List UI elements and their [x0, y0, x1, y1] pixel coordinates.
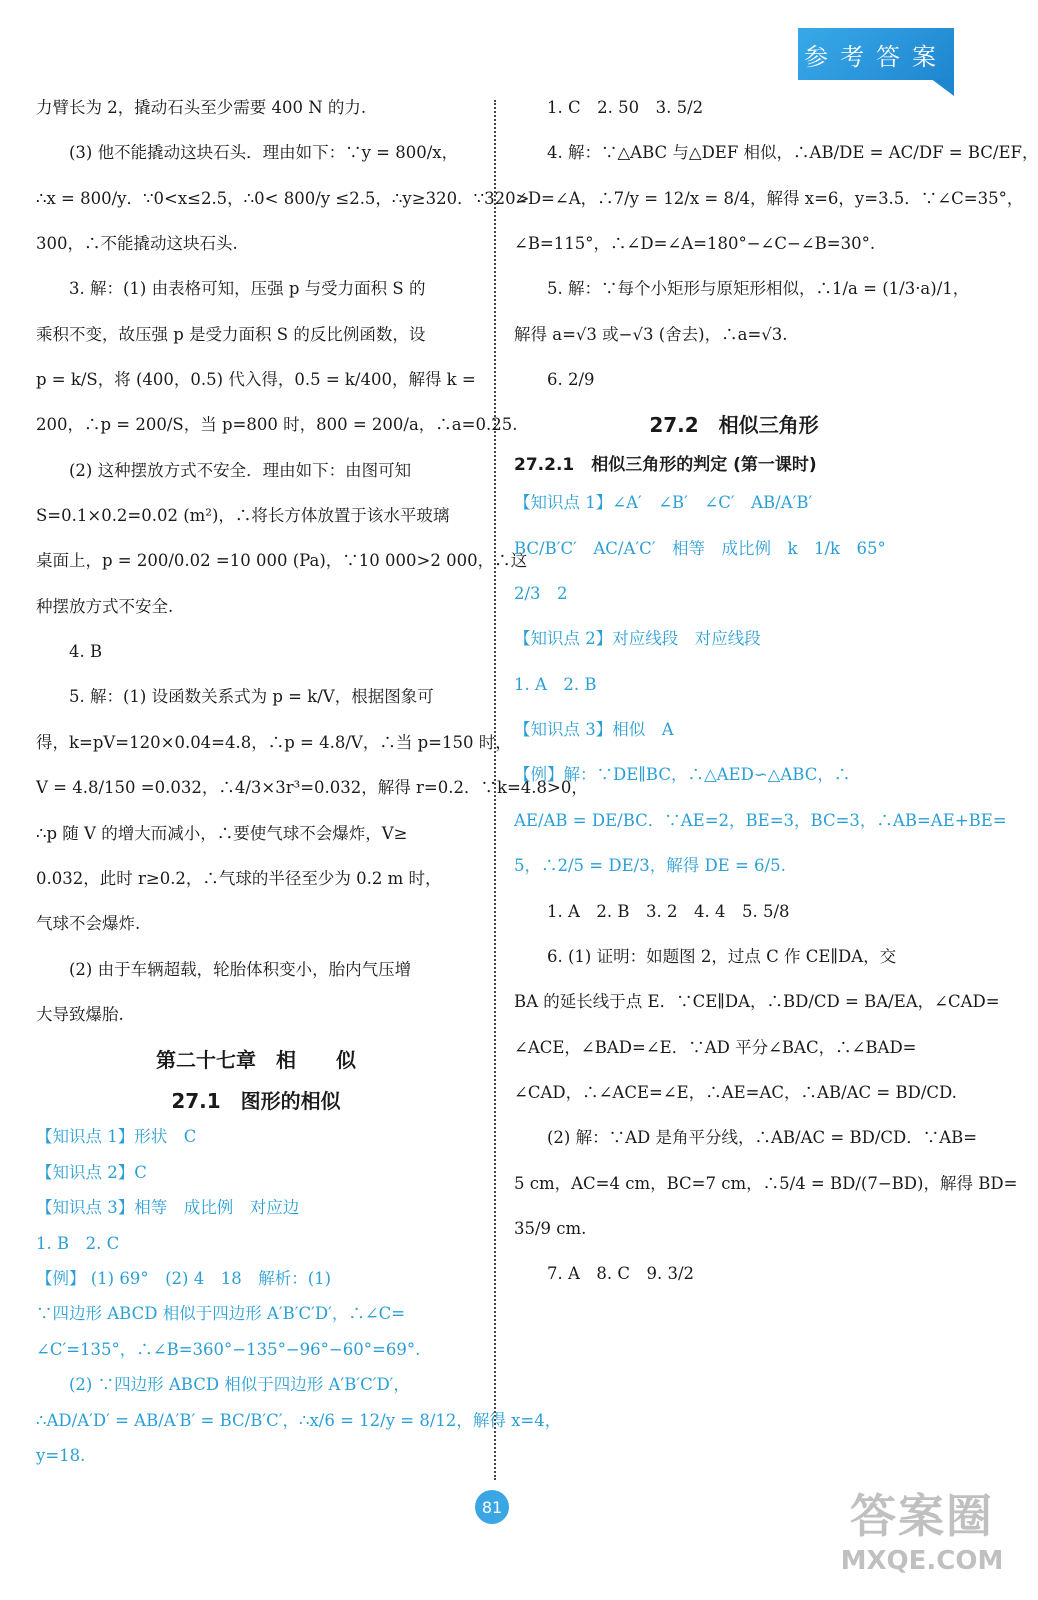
- text-line: 300，∴不能撬动这块石头.: [36, 234, 238, 254]
- text-line: 气球不会爆炸.: [36, 914, 141, 934]
- text-line: ∠CAD，∴∠ACE=∠E，∴AE=AC，∴AB/AC = BD/CD.: [514, 1082, 957, 1102]
- text-line: 5. 解：(1) 设函数关系式为 p = k/V，根据图象可: [69, 687, 434, 707]
- text-line: 4. B: [69, 642, 103, 662]
- text-line: 5，∴2/5 = DE/3，解得 DE = 6/5.: [514, 856, 786, 876]
- text-line: 【知识点 3】相等 成比例 对应边: [36, 1198, 300, 1218]
- watermark-bottom: MXQE.COM: [840, 1546, 1004, 1576]
- page-number: 81: [475, 1490, 509, 1524]
- text-line: 力臂长为 2，撬动石头至少需要 400 N 的力.: [36, 98, 367, 117]
- text-line: 解得 a=√3 或−√3 (舍去)，∴a=√3.: [514, 324, 788, 344]
- text-line: 1. C 2. 50 3. 5/2: [547, 98, 704, 117]
- text-line: 1. B 2. C: [36, 1233, 120, 1253]
- text-line: ∴AD/A′D′ = AB/A′B′ = BC/B′C′，∴x/6 = 12/y = 8/12，解得 x=4，: [36, 1410, 562, 1430]
- text-line: 【例】解：∵DE∥BC，∴△AED∽△ABC，∴: [514, 765, 851, 785]
- text-line: ∠B=115°，∴∠D=∠A=180°−∠C−∠B=30°.: [514, 234, 876, 254]
- text-line: (2) ∵四边形 ABCD 相似于四边形 A′B′C′D′，: [69, 1375, 410, 1395]
- text-line: 7. A 8. C 9. 3/2: [547, 1264, 695, 1284]
- text-line: (3) 他不能撬动这块石头．理由如下：∵y = 800/x，: [69, 143, 459, 163]
- subsection-heading-27-2-1: 27.2.1 相似三角形的判定 (第一课时): [514, 455, 817, 476]
- text-line: ∠C′=135°，∴∠B=360°−135°−96°−60°=69°.: [36, 1339, 421, 1359]
- text-line: 5. 解：∵每个小矩形与原矩形相似，∴1/a = (1/3·a)/1，: [547, 279, 970, 299]
- text-line: 【知识点 2】对应线段 对应线段: [514, 629, 761, 649]
- text-line: 种摆放方式不安全.: [36, 596, 174, 616]
- text-line: S=0.1×0.2=0.02 (m²)，∴将长方体放置于该水平玻璃: [36, 506, 450, 526]
- text-line: 【知识点 2】C: [36, 1162, 147, 1182]
- chapter-heading: 第二十七章 相 似: [156, 1048, 356, 1073]
- text-line: BC/B′C′ AC/A′C′ 相等 成比例 k 1/k 65°: [514, 538, 886, 558]
- text-line: 【例】 (1) 69° (2) 4 18 解析：(1): [36, 1268, 332, 1288]
- section-heading-27-2: 27.2 相似三角形: [649, 413, 819, 438]
- text-line: ∴x = 800/y．∵0<x≤2.5，∴0< 800/y ≤2.5，∴y≥320．∵320>: [36, 188, 530, 208]
- text-line: 2/3 2: [514, 584, 568, 604]
- text-line: 【知识点 1】∠A′ ∠B′ ∠C′ AB/A′B′: [514, 493, 813, 513]
- right-knowledge-points: [514, 487, 1007, 881]
- right-answers-top: [514, 92, 1038, 395]
- section-heading-27-1: 27.1 图形的相似: [171, 1089, 341, 1114]
- text-line: 3. 解：(1) 由表格可知，压强 p 与受力面积 S 的: [69, 279, 426, 299]
- text-line: 【知识点 3】相似 A: [514, 720, 674, 740]
- text-line: ∴p 随 V 的增大而减小，∴要使气球不会爆炸，V≥: [36, 823, 408, 843]
- text-line: 大导致爆胎.: [36, 1004, 124, 1024]
- watermark-top: 答案圈: [850, 1489, 994, 1543]
- text-line: p = k/S，将 (400，0.5) 代入得，0.5 = k/400，解得 k =: [36, 370, 476, 390]
- text-line: 200，∴p = 200/S，当 p=800 时，800 = 200/a，∴a=0.25.: [36, 415, 518, 435]
- answer-key-badge: 参考答案: [798, 28, 954, 80]
- text-line: ∠ACE，∠BAD=∠E．∵AD 平分∠BAC，∴∠BAD=: [514, 1037, 917, 1057]
- text-line: 0.032，此时 r≥0.2，∴气球的半径至少为 0.2 m 时，: [36, 868, 442, 888]
- text-line: y=18.: [36, 1446, 86, 1466]
- text-line: 6. (1) 证明：如题图 2，过点 C 作 CE∥DA，交: [547, 946, 897, 966]
- text-line: 得，k=pV=120×0.04=4.8，∴p = 4.8/V，∴当 p=150 时，: [36, 732, 512, 752]
- text-line: 【知识点 1】形状 C: [36, 1127, 197, 1147]
- text-line: 35/9 cm.: [514, 1218, 587, 1238]
- text-line: ∠D=∠A，∴7/y = 12/x = 8/4，解得 x=6，y=3.5．∵∠C=35°，: [514, 188, 1024, 208]
- text-line: 4. 解：∵△ABC 与△DEF 相似，∴AB/DE = AC/DF = BC/EF，: [547, 143, 1038, 163]
- text-line: (2) 这种摆放方式不安全．理由如下：由图可知: [69, 460, 412, 480]
- text-line: V = 4.8/150 =0.032，∴4/3×3r³=0.032，解得 r=0.2．∵k=4.8>0，: [36, 778, 588, 798]
- text-line: BA 的延长线于点 E．∵CE∥DA，∴BD/CD = BA/EA，∠CAD=: [514, 992, 1000, 1012]
- right-column: [514, 92, 1038, 1304]
- text-line: 桌面上，p = 200/0.02 =10 000 (Pa)，∵10 000>2 000，∴这: [36, 551, 528, 571]
- text-line: 乘积不变，故压强 p 是受力面积 S 的反比例函数，设: [36, 324, 426, 344]
- text-line: (2) 由于车辆超载，轮胎体积变小，胎内气压增: [69, 959, 412, 979]
- text-line: 5 cm，AC=4 cm，BC=7 cm，∴5/4 = BD/(7−BD)，解得 BD=: [514, 1173, 1018, 1193]
- text-line: ∵四边形 ABCD 相似于四边形 A′B′C′D′，∴∠C=: [36, 1304, 406, 1324]
- text-line: 1. A 2. B 3. 2 4. 4 5. 5/8: [547, 901, 790, 921]
- right-answers-bottom: [514, 896, 1018, 1290]
- text-line: AE/AB = DE/BC．∵AE=2，BE=3，BC=3，∴AB=AE+BE=: [514, 810, 1007, 830]
- text-line: 6. 2/9: [547, 370, 595, 390]
- text-line: 1. A 2. B: [514, 674, 597, 694]
- text-line: (2) 解：∵AD 是角平分线，∴AB/AC = BD/CD．∵AB=: [547, 1128, 978, 1148]
- watermark-logo: [822, 1480, 1022, 1590]
